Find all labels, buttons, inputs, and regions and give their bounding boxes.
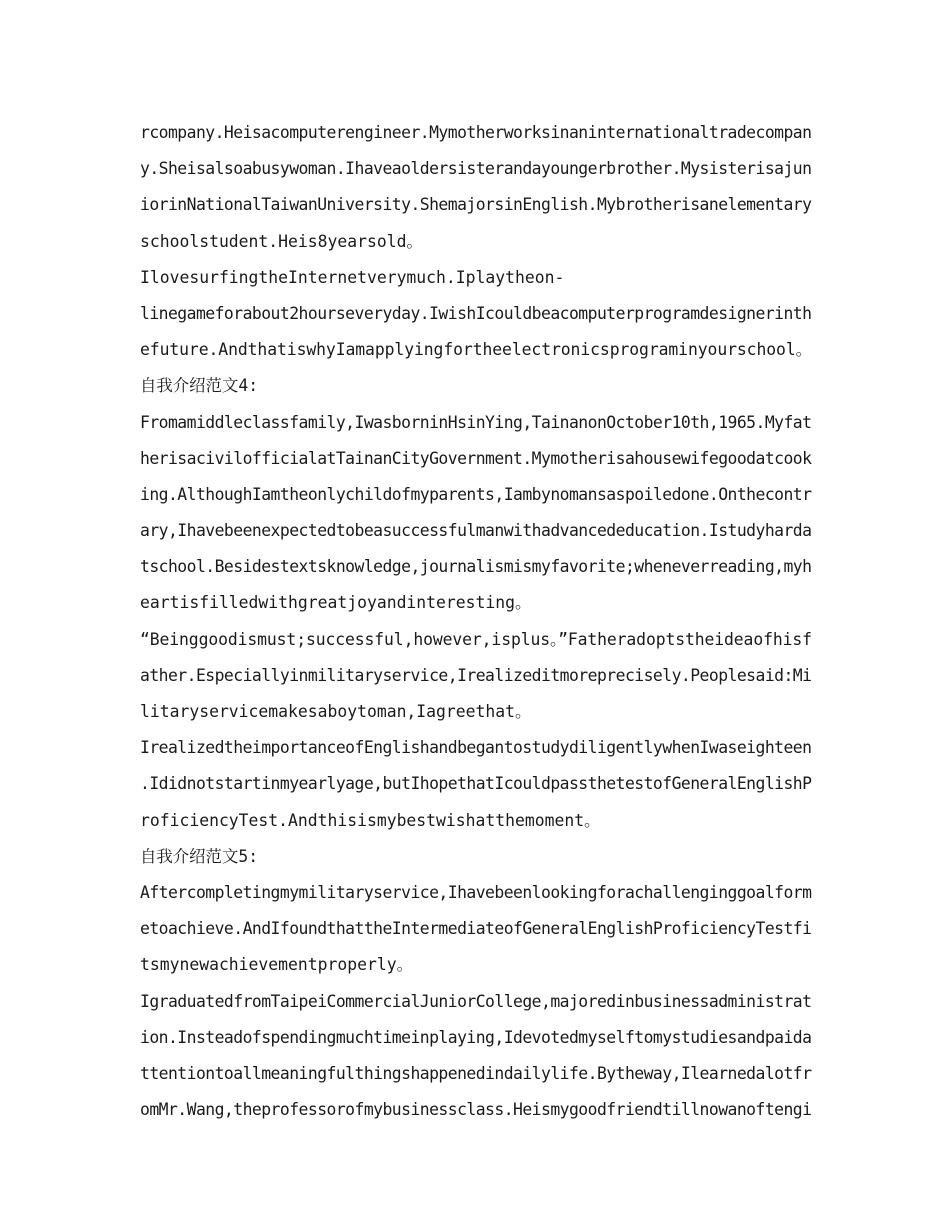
text-line: Aftercompletingmymilitaryservice,Ihavebeenlookingforachallenginggoalform	[140, 882, 812, 902]
text-line: rcompany.Heisacomputerengineer.Mymotherworksinaninternationaltradecompan	[140, 123, 812, 142]
text-line: tschool.Besidestextsknowledge,journalismismyfavorite;wheneverreading,myh	[140, 557, 812, 577]
text-line: linegameforabout2hourseveryday.IwishIcouldbeacomputerprogramdesignerinth	[140, 303, 812, 323]
text-line: roficiencyTest.Andthisismybestwishatthemoment。	[140, 810, 601, 830]
text-line: etoachieve.AndIfoundthattheIntermediateofGeneralEnglishProficiencyTestfi	[140, 919, 812, 939]
text-line: iorinNationalTaiwanUniversity.ShemajorsinEnglish.Mybrotherisanelementary	[140, 195, 812, 215]
text-line: “Beinggoodismust;successful,however,isplus。”Fatheradoptstheideaofhisf	[140, 629, 812, 649]
text-line: herisacivilofficialatTainanCityGovernment.Mymotherisahousewifegoodatcook	[140, 448, 812, 468]
text-line: ing.AlthoughIamtheonlychildofmyparents,Iambynomansaspoiledone.Onthecontr	[140, 484, 812, 504]
text-line: y.Sheisalsoabusywoman.Ihaveaoldersisterandayoungerbrother.Mysisterisajun	[140, 159, 812, 179]
text-line: ttentiontoallmeaningfulthingshappenedindailylife.Bytheway,Ilearnedalotfr	[140, 1063, 812, 1083]
text-line: tsmynewachievementproperly。	[140, 955, 413, 975]
text-line: ary,Ihavebeenexpectedtobeasuccessfulmanwithadvancededucation.Istudyharda	[140, 521, 812, 541]
text-line: IlovesurfingtheInternetverymuch.Iplaytheon-	[140, 267, 565, 287]
section-heading: 自我介绍范文4:	[140, 376, 259, 396]
text-line: IgraduatedfromTaipeiCommercialJuniorCollege,majoredinbusinessadministrat	[140, 991, 812, 1011]
text-line: efuture.AndthatiswhyIamapplyingfortheelectronicsprograminyourschool。	[140, 340, 812, 360]
text-line: ion.Insteadofspendingmuchtimeinplaying,Idevotedmyselftomystudiesandpaida	[140, 1027, 812, 1047]
text-line: ather.Especiallyinmilitaryservice,Irealizeditmoreprecisely.Peoplesaid:Mi	[140, 665, 812, 685]
text-line: eartisfilledwithgreatjoyandinteresting。	[140, 593, 532, 613]
text-line: Fromamiddleclassfamily,IwasborninHsinYing,TainanonOctober10th,1965.Myfat	[140, 412, 812, 432]
text-line: litaryservicemakesaboytoman,Iagreethat。	[140, 702, 532, 721]
document-body	[140, 115, 812, 1128]
section-heading: 自我介绍范文5:	[140, 846, 259, 866]
text-line: IrealizedtheimportanceofEnglishandbegantostudydiligentlywhenIwaseighteen	[140, 738, 812, 758]
text-line: omMr.Wang,theprofessorofmybusinessclass.Heismygoodfriendtillnowanoftengi	[140, 1100, 812, 1120]
text-line: .Ididnotstartinmyearlyage,butIhopethatIcouldpassthetestofGeneralEnglishP	[140, 774, 812, 794]
text-line: schoolstudent.Heis8yearsold。	[140, 231, 423, 251]
